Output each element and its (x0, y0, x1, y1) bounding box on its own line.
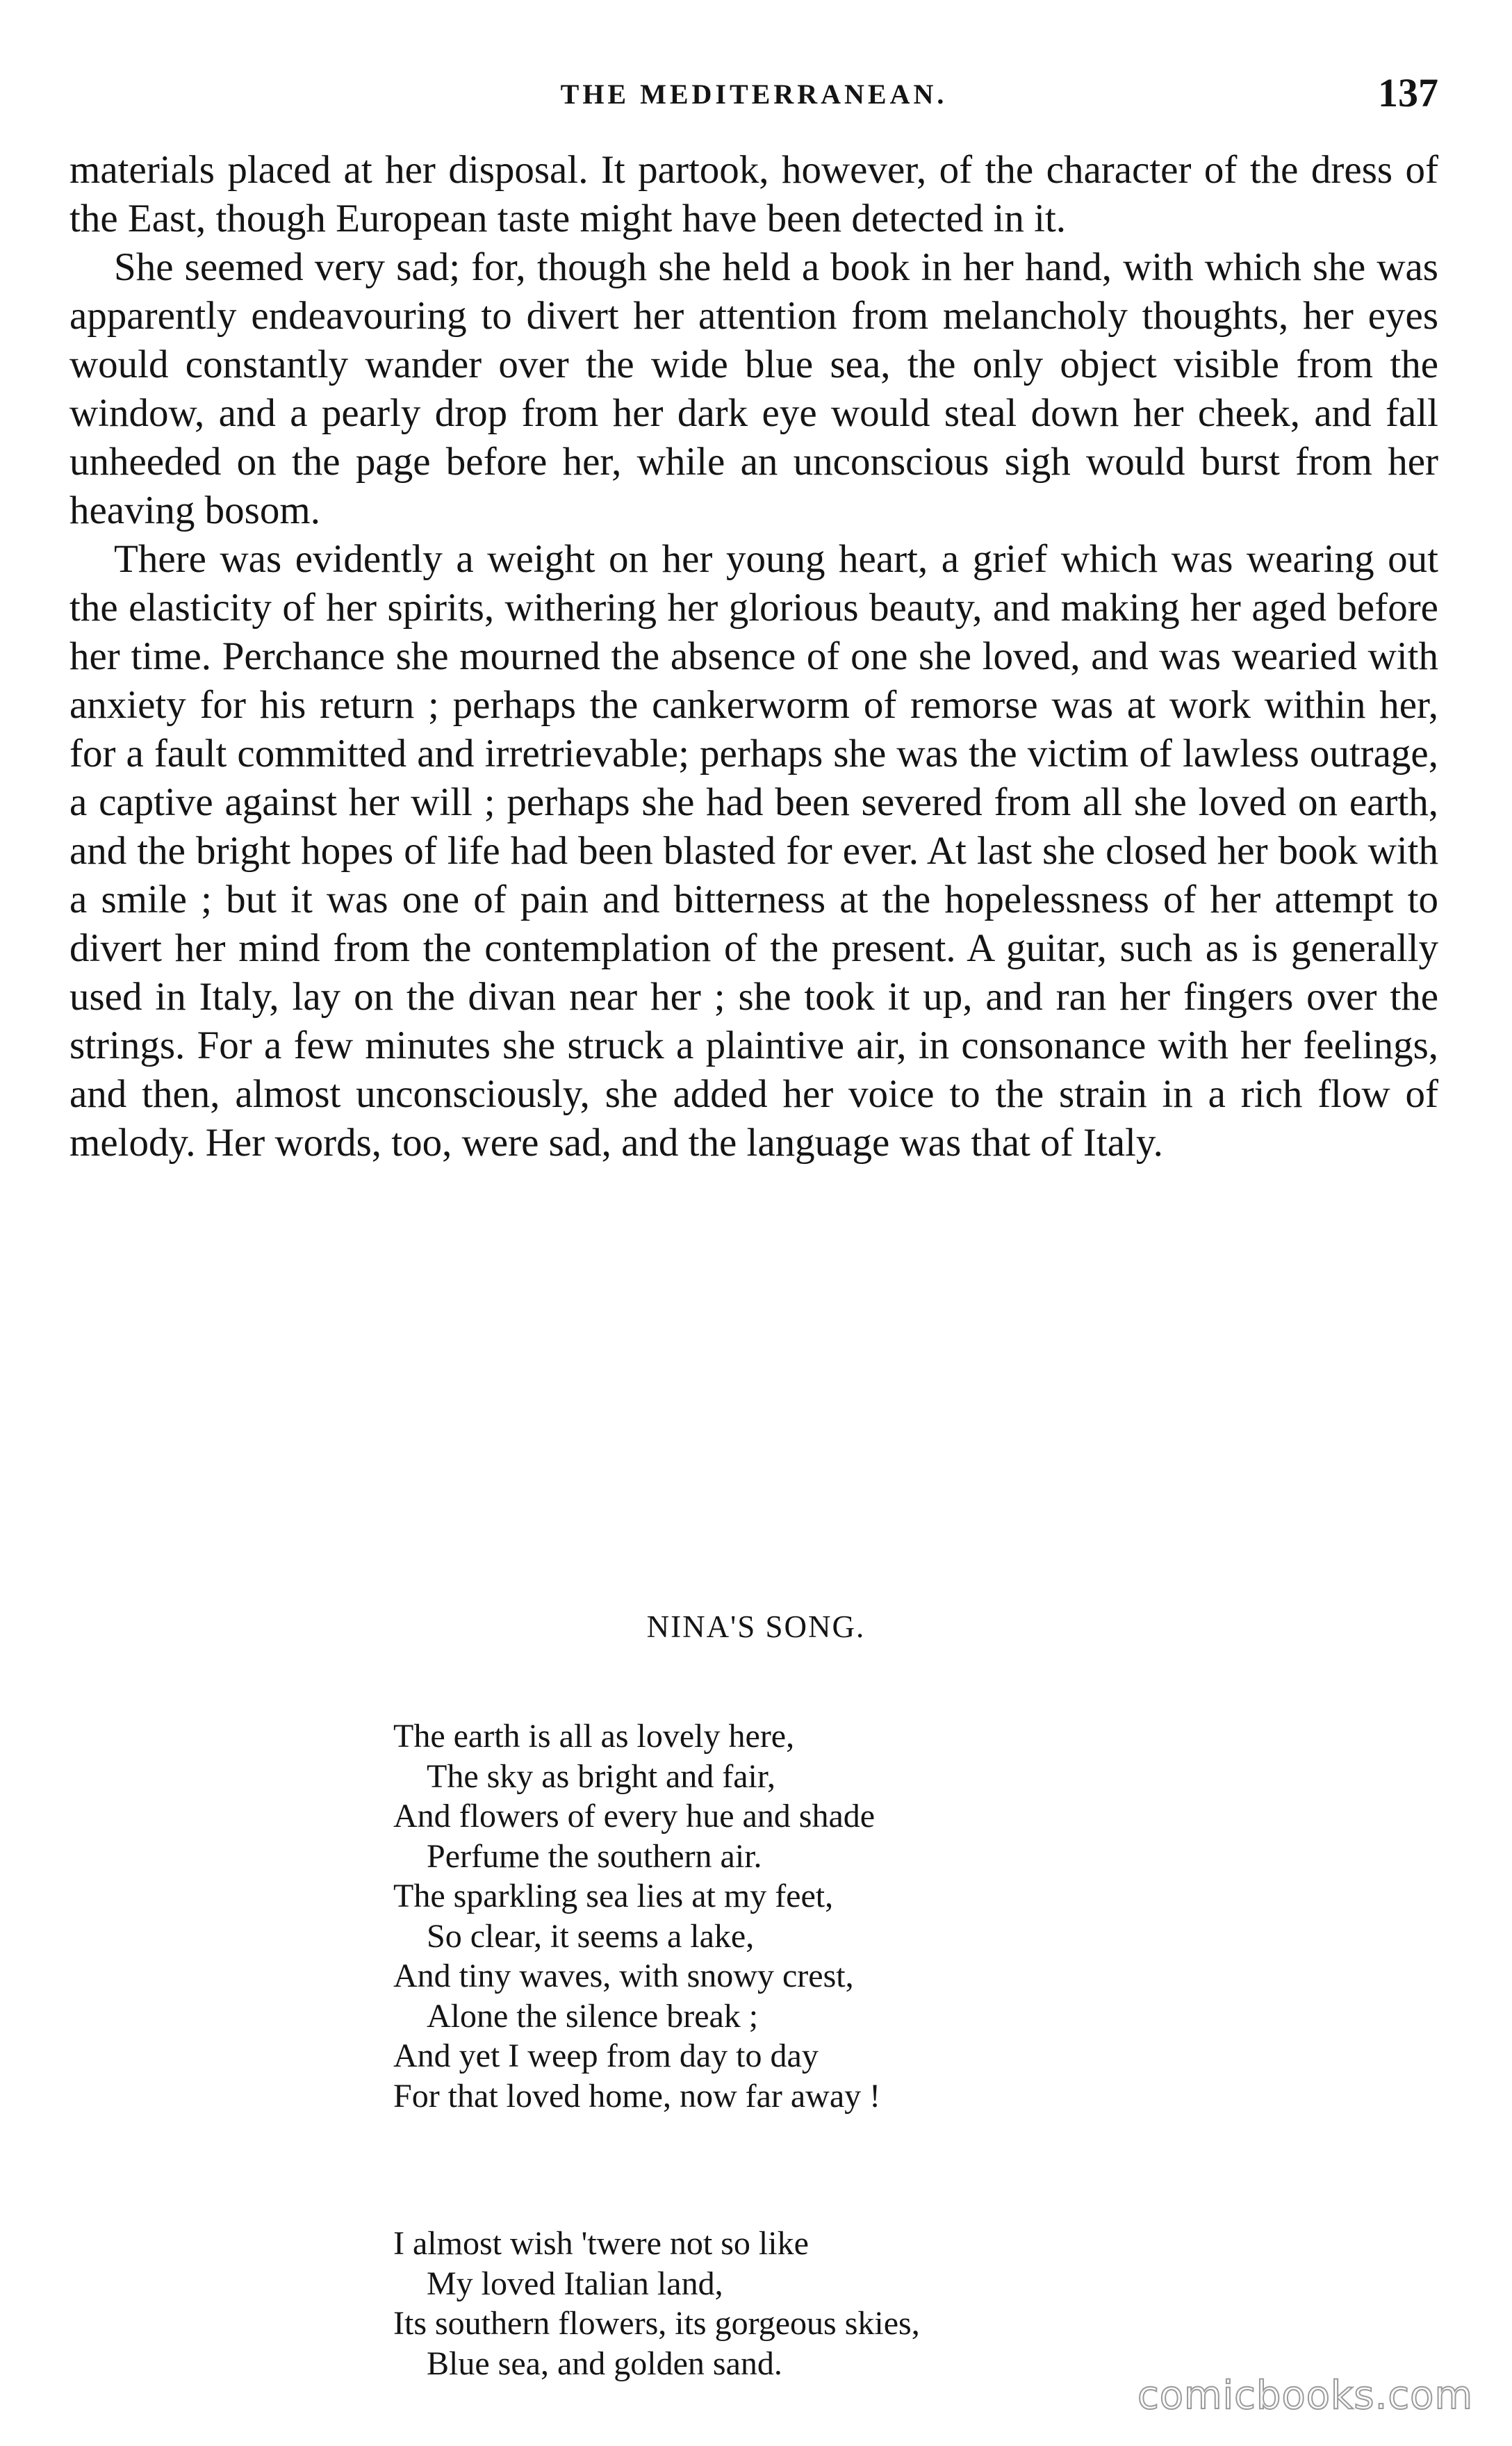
page-number: 137 (1378, 70, 1438, 115)
paragraph-3: There was evidently a weight on her young heart, a grief which was wearing out the elasticity of her spirits, withering her glorious beauty, and making her aged before her time. Perchance she mourned the absence of one she loved, and was wearied with anxiety for his return ; perhaps the cankerworm of remorse was at work within her, for a fault committed and irretrievable; perhaps she was the victim of lawless outrage, a captive against her will ; perhaps she had been severed from all she loved on earth, and the bright hopes of life had been blasted for ever. At last she closed her book with a smile ; but it was one of pain and bitterness at the hopelessness of her attempt to divert her mind from the contemplation of the present. A guitar, such as is generally used in Italy, lay on the divan near her ; she took it up, and ran her fingers over the strings. For a few minutes she struck a plaintive air, in consonance with her feelings, and then, almost unconsciously, she added her voice to the strain in a rich flow of melody. Her words, too, were sad, and the language was that of Italy. (69, 537, 1438, 1165)
song-stanza-1 (393, 1716, 1227, 2116)
verse-line: And yet I weep from day to day (393, 2037, 819, 2074)
running-head (69, 69, 1438, 125)
song-title: NINA'S SONG. (646, 1609, 866, 1644)
verse-line: For that loved home, now far away ! (393, 2077, 881, 2115)
paragraph-2: She seemed very sad; for, though she held a book in her hand, with which she was apparently endeavouring to divert her attention from melancholy thoughts, her eyes would constantly wander over the wide blue sea, the only object visible from the window, and a pearly drop from her dark eye would steal down her cheek, and fall unheeded on the page before her, while an unconscious sigh would burst from her heaving bosom. (69, 245, 1438, 532)
song-stanza-2 (393, 2224, 1227, 2383)
watermark-logo: comicbooks.com (1137, 2373, 1473, 2418)
verse-line: The sparkling sea lies at my feet, (393, 1878, 834, 1914)
verse-line: Its southern flowers, its gorgeous skies, (393, 2305, 920, 2342)
verse-line: The earth is all as lovely here, (393, 1718, 795, 1755)
verse-line: My loved Italian land, (427, 2265, 723, 2302)
verse-line: Perfume the southern air. (427, 1837, 762, 1875)
verse-line: And flowers of every hue and shade (393, 1798, 876, 1835)
verse-line: And tiny waves, with snowy crest, (393, 1957, 854, 1994)
verse-line: Blue sea, and golden sand. (427, 2345, 782, 2382)
body-text (69, 146, 1438, 1167)
paragraph-1: materials placed at her disposal. It partook, however, of the character of the dress of the East, though European taste might have been detected in it. (69, 148, 1438, 240)
verse-line: Alone the silence break ; (427, 1997, 759, 2035)
verse-line: I almost wish 'twere not so like (393, 2225, 809, 2262)
verse-line: The sky as bright and fair, (427, 1757, 775, 1795)
verse-line: So clear, it seems a lake, (427, 1917, 755, 1955)
running-title: THE MEDITERRANEAN. (560, 79, 948, 110)
